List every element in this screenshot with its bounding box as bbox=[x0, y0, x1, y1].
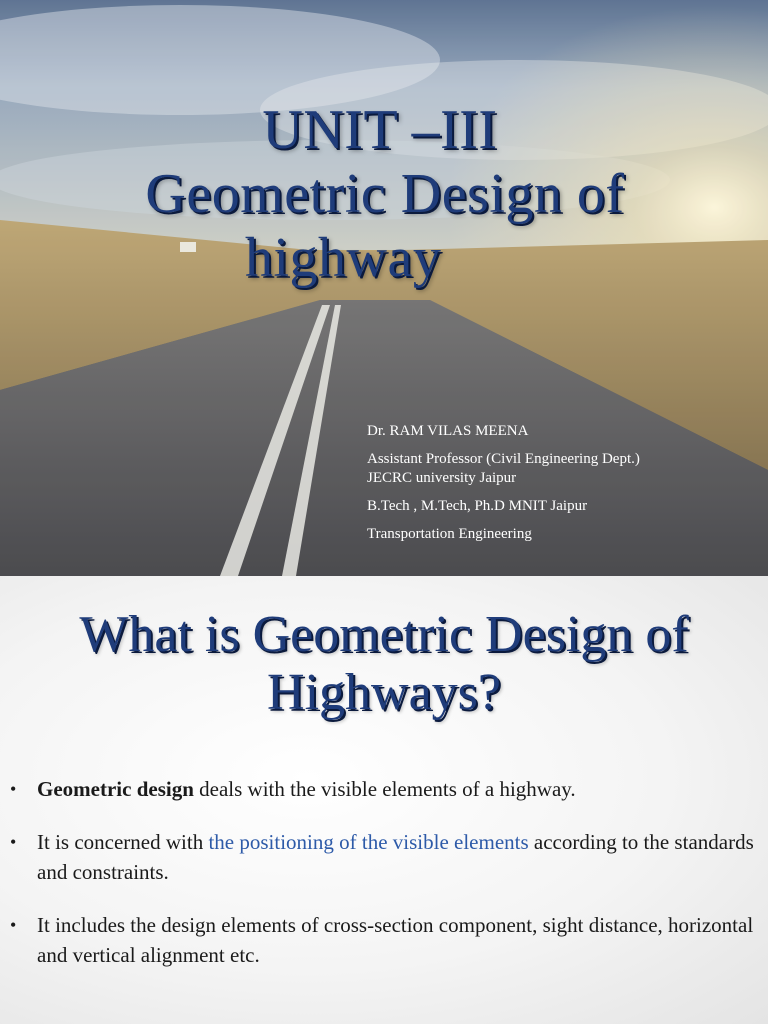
slide-title bbox=[40, 98, 730, 290]
bullet-text: It includes the design elements of cross-section component, sight distance, horizontal and vertical alignment etc. bbox=[37, 913, 754, 967]
slide-heading bbox=[0, 606, 768, 722]
bullet-list bbox=[10, 774, 755, 993]
bullet-item bbox=[10, 774, 755, 804]
author-degrees: B.Tech , M.Tech, Ph.D MNIT Jaipur bbox=[367, 498, 588, 514]
bullet-item bbox=[10, 827, 755, 887]
title-line-topic: Geometric Design of bbox=[145, 163, 625, 225]
bullet-text-post: according to the standards and constraints. bbox=[37, 830, 754, 884]
author-name: Dr. RAM VILAS MEENA bbox=[367, 423, 529, 439]
bullet-item bbox=[10, 910, 755, 970]
heading-line-1: What is Geometric Design of bbox=[79, 606, 689, 663]
bullet-text-pre: It is concerned with bbox=[37, 830, 209, 854]
bullet-text: deals with the visible elements of a highway. bbox=[193, 777, 576, 801]
title-line-subject: highway bbox=[245, 227, 442, 289]
title-line-unit: UNIT –III bbox=[262, 99, 498, 161]
highlighted-text: the positioning of the visible elements bbox=[208, 830, 529, 854]
bullet-dot-icon: • bbox=[10, 779, 17, 799]
heading-line-2: Highways? bbox=[267, 664, 501, 721]
bullet-dot-icon: • bbox=[10, 915, 17, 935]
author-info bbox=[367, 422, 747, 544]
author-position: Assistant Professor (Civil Engineering Dept.) bbox=[367, 451, 640, 467]
author-field: Transportation Engineering bbox=[367, 526, 532, 542]
bullet-dot-icon: • bbox=[10, 832, 17, 852]
author-university: JECRC university Jaipur bbox=[367, 470, 517, 486]
content-slide bbox=[0, 576, 768, 1024]
bold-term: Geometric design bbox=[37, 777, 194, 801]
